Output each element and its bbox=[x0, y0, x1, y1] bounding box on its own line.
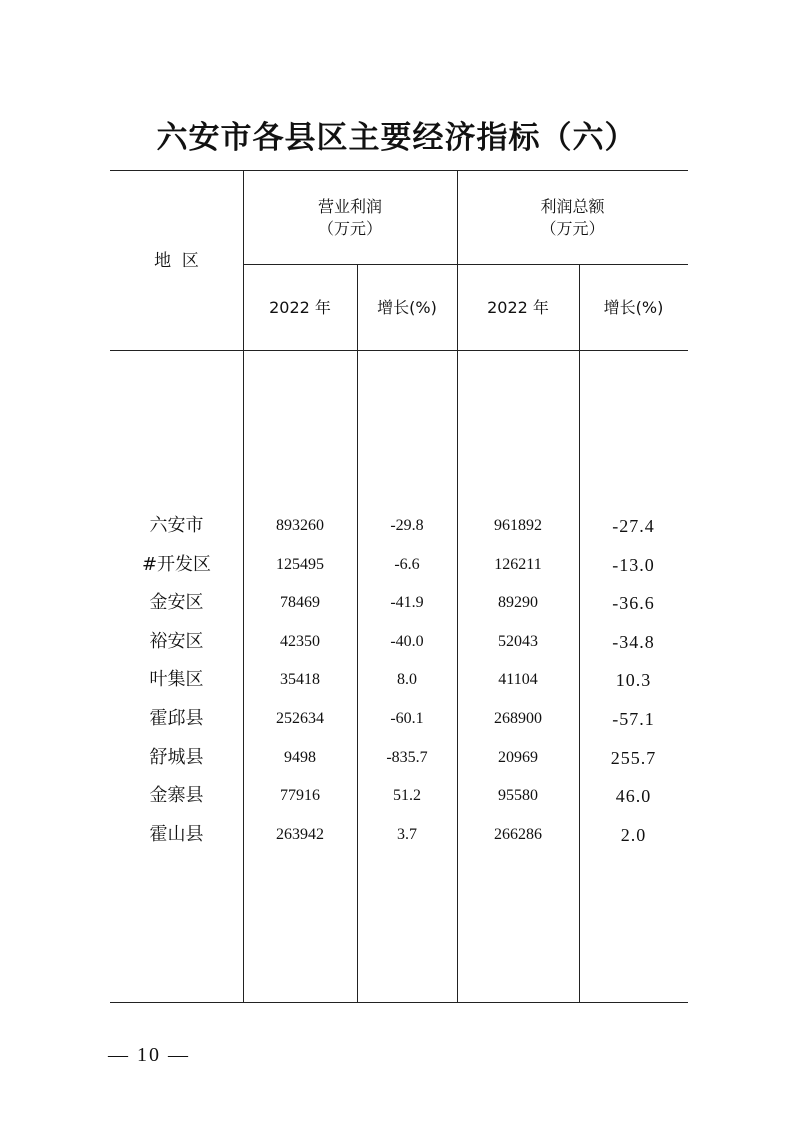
total-profit-header bbox=[457, 196, 688, 240]
group-divider bbox=[457, 170, 458, 1003]
row-region: 金安区 bbox=[149, 592, 204, 613]
row-op-growth: -29.8 bbox=[390, 517, 424, 534]
row-total-growth: -36.6 bbox=[612, 593, 655, 613]
row-op-profit: 77916 bbox=[280, 787, 320, 804]
row-op-growth: -60.1 bbox=[390, 710, 424, 727]
row-op-profit: 893260 bbox=[276, 517, 324, 534]
row-op-profit: 42350 bbox=[280, 633, 320, 650]
row-total-growth: 10.3 bbox=[615, 670, 652, 690]
row-region: 金寨县 bbox=[149, 785, 204, 806]
row-op-profit: 125495 bbox=[276, 556, 324, 573]
row-op-profit: 78469 bbox=[280, 594, 320, 611]
operating-profit-label: 营业利润 bbox=[317, 197, 382, 216]
subheader-op-year: 2022 年 bbox=[269, 298, 331, 317]
operating-profit-header bbox=[243, 196, 457, 240]
row-region: #开发区 bbox=[141, 554, 212, 575]
row-total-growth: -57.1 bbox=[612, 709, 655, 729]
row-total-growth: 2.0 bbox=[620, 825, 647, 845]
row-total-profit: 95580 bbox=[498, 787, 538, 804]
row-total-profit: 961892 bbox=[494, 517, 542, 534]
subheader-op-growth: 增长(%) bbox=[377, 298, 437, 317]
row-total-profit: 126211 bbox=[494, 556, 542, 573]
row-region: 六安市 bbox=[149, 515, 204, 536]
subheader-total-year: 2022 年 bbox=[487, 298, 549, 317]
row-total-growth: 46.0 bbox=[615, 786, 652, 806]
page-number: — 10 — bbox=[108, 1044, 190, 1066]
total-profit-label: 利润总额 bbox=[540, 197, 605, 216]
row-total-profit: 20969 bbox=[498, 749, 538, 766]
row-total-profit: 41104 bbox=[498, 671, 538, 688]
row-total-profit: 89290 bbox=[498, 594, 538, 611]
row-total-growth: -13.0 bbox=[612, 555, 655, 575]
row-total-growth: 255.7 bbox=[610, 748, 657, 768]
subheader-total-growth: 增长(%) bbox=[603, 298, 664, 317]
table-top-rule bbox=[110, 170, 688, 171]
row-op-profit: 9498 bbox=[284, 749, 316, 766]
economic-indicators-table bbox=[110, 170, 688, 1003]
header-group-divider bbox=[243, 264, 688, 265]
row-op-profit: 252634 bbox=[276, 710, 324, 727]
row-total-profit: 268900 bbox=[494, 710, 542, 727]
row-op-growth: -835.7 bbox=[386, 749, 428, 766]
row-op-profit: 35418 bbox=[280, 671, 320, 688]
row-region: 叶集区 bbox=[149, 669, 204, 690]
row-op-growth: 3.7 bbox=[397, 826, 417, 843]
table-bottom-rule bbox=[110, 1002, 688, 1003]
header-bottom-rule bbox=[110, 350, 688, 351]
row-op-growth: -41.9 bbox=[390, 594, 424, 611]
row-region: 霍邱县 bbox=[149, 708, 204, 729]
row-op-growth: 51.2 bbox=[393, 787, 421, 804]
row-total-growth: -34.8 bbox=[612, 632, 655, 652]
row-op-profit: 263942 bbox=[276, 826, 324, 843]
region-header: 地 区 bbox=[154, 251, 199, 271]
operating-profit-unit: （万元） bbox=[317, 219, 382, 238]
row-total-profit: 52043 bbox=[498, 633, 538, 650]
region-column-divider bbox=[243, 170, 244, 1003]
row-op-growth: -40.0 bbox=[390, 633, 424, 650]
row-region: 舒城县 bbox=[149, 747, 204, 768]
row-region: 霍山县 bbox=[149, 824, 204, 845]
row-op-growth: -6.6 bbox=[394, 556, 420, 573]
row-total-profit: 266286 bbox=[494, 826, 542, 843]
page-title: 六安市各县区主要经济指标（六） bbox=[156, 120, 637, 156]
row-region: 裕安区 bbox=[149, 631, 204, 652]
total-profit-unit: （万元） bbox=[540, 219, 605, 238]
row-op-growth: 8.0 bbox=[397, 671, 417, 688]
row-total-growth: -27.4 bbox=[612, 516, 655, 536]
